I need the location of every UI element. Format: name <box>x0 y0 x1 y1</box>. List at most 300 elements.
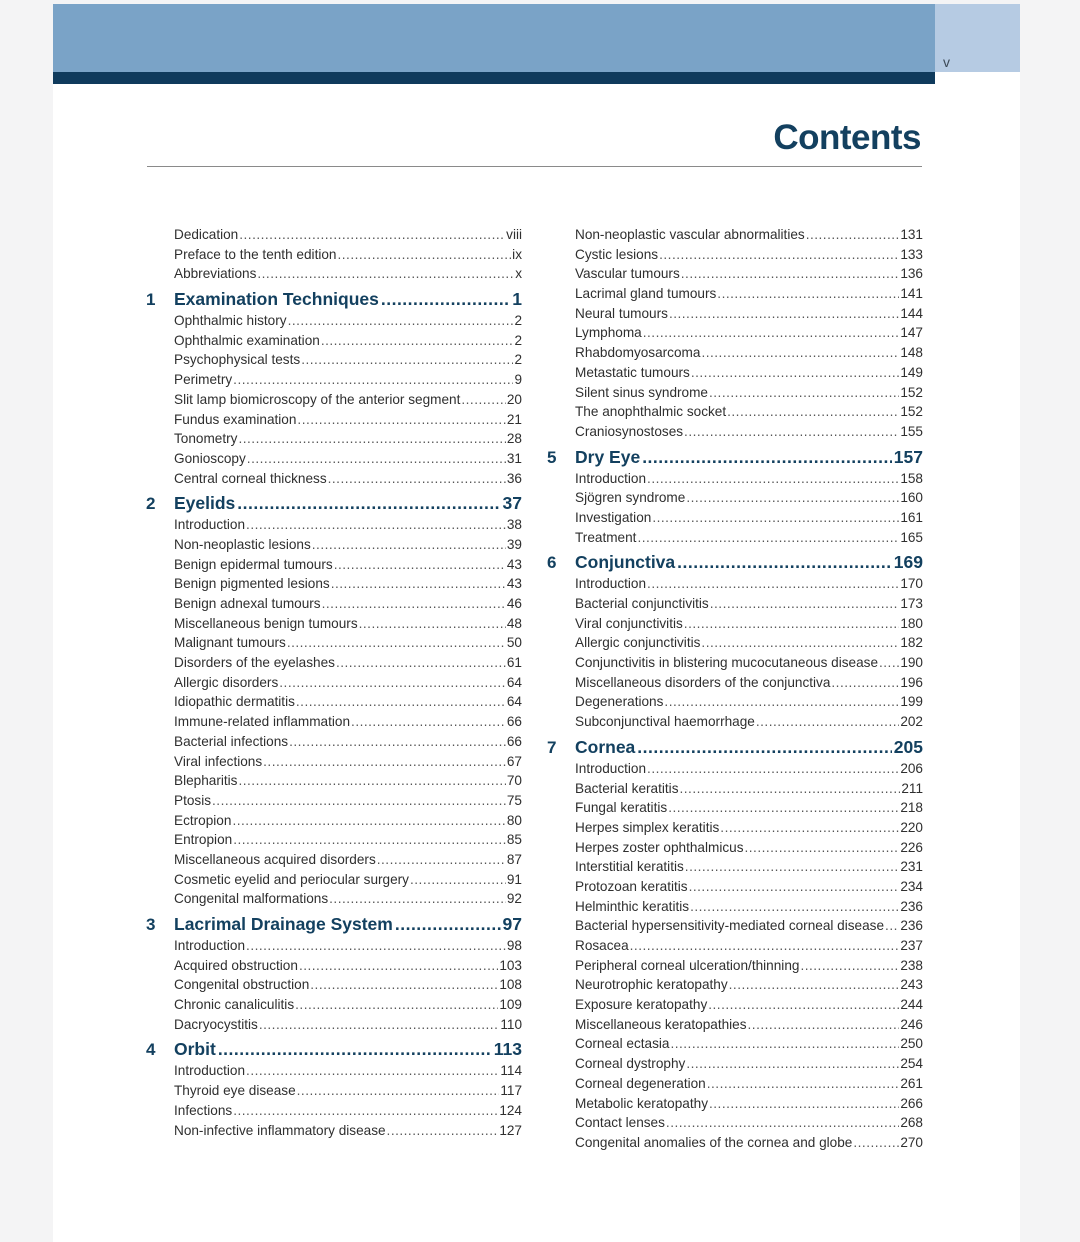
dot-leader <box>710 594 900 614</box>
dot-leader <box>257 264 514 284</box>
dot-leader <box>853 1133 899 1153</box>
page-ref: 246 <box>900 1016 923 1032</box>
page-ref: 85 <box>506 832 522 848</box>
book-page <box>53 4 1020 1242</box>
toc-entry[interactable] <box>146 830 522 850</box>
dot-leader <box>708 995 899 1015</box>
toc-entry[interactable] <box>547 284 923 304</box>
title-divider <box>147 166 922 167</box>
entry-title: Viral infections <box>174 753 263 769</box>
entry-title: Craniosynostoses <box>575 423 684 439</box>
page-ref: 218 <box>900 800 923 816</box>
toc-entry[interactable] <box>547 818 923 838</box>
dot-leader <box>246 1061 499 1081</box>
entry-title: Perimetry <box>174 372 233 388</box>
page-ref: 103 <box>499 957 522 973</box>
toc-entry[interactable] <box>547 712 923 732</box>
entry-title: Corneal ectasia <box>575 1036 670 1052</box>
toc-entry[interactable] <box>547 1034 923 1054</box>
entry-title: Peripheral corneal ulceration/thinning <box>575 957 800 973</box>
dot-leader <box>329 889 506 909</box>
dot-leader <box>685 857 900 877</box>
dot-leader <box>301 350 513 370</box>
toc-entry[interactable] <box>146 936 522 956</box>
toc-entry[interactable] <box>146 995 522 1015</box>
entry-title: Lymphoma <box>575 325 642 341</box>
page-ref: 160 <box>900 490 923 506</box>
entry-title: Abbreviations <box>174 266 257 282</box>
page-ref: 161 <box>900 509 923 525</box>
entry-title: Benign epidermal tumours <box>174 556 333 572</box>
toc-entry[interactable] <box>146 712 522 732</box>
dot-leader <box>720 818 899 838</box>
toc-entry[interactable] <box>146 515 522 535</box>
toc-entry[interactable] <box>547 877 923 897</box>
toc-entry[interactable] <box>146 771 522 791</box>
toc-column-left <box>146 225 522 1140</box>
page-ref: 152 <box>900 384 923 400</box>
dot-leader <box>709 383 899 403</box>
page-ref: 144 <box>900 305 923 321</box>
toc-entry[interactable] <box>146 850 522 870</box>
dot-leader <box>701 343 899 363</box>
toc-entry[interactable] <box>146 535 522 555</box>
page-ref: 226 <box>900 839 923 855</box>
entry-title: Viral conjunctivitis <box>575 615 683 631</box>
page-ref: 39 <box>506 536 522 552</box>
dot-leader <box>381 287 510 311</box>
chapter-title: Eyelids <box>174 493 236 514</box>
dot-leader <box>686 1054 899 1074</box>
page-ref: 117 <box>500 1083 522 1099</box>
toc-entry[interactable] <box>547 323 923 343</box>
entry-title: Cosmetic eyelid and periocular surgery <box>174 871 409 887</box>
toc-entry[interactable] <box>146 1101 522 1121</box>
toc-chapter-heading[interactable] <box>146 287 522 311</box>
page-ref: 91 <box>506 871 522 887</box>
toc-chapter-heading[interactable] <box>547 445 923 469</box>
toc-entry[interactable] <box>146 752 522 772</box>
toc-entry[interactable] <box>146 469 522 489</box>
entry-title: Silent sinus syndrome <box>575 384 708 400</box>
page-title: Contents <box>773 118 921 157</box>
chapter-title: Lacrimal Drainage System <box>174 914 393 934</box>
entry-title: Degenerations <box>575 694 664 710</box>
entry-title: Bacterial infections <box>174 733 289 749</box>
toc-entry[interactable] <box>547 857 923 877</box>
page-ref: 238 <box>900 957 923 973</box>
toc-entry[interactable] <box>146 975 522 995</box>
entry-title: Contact lenses <box>575 1115 665 1131</box>
page-ref: 131 <box>900 227 923 242</box>
dot-leader <box>686 488 899 508</box>
dot-leader <box>233 370 513 390</box>
toc-entry[interactable] <box>146 1121 522 1141</box>
toc-entry[interactable] <box>547 469 923 489</box>
toc-chapter-heading[interactable] <box>146 1037 522 1061</box>
entry-title: Vascular tumours <box>575 266 680 282</box>
chapter-number: 5 <box>547 447 557 467</box>
entry-title: Dedication <box>174 227 239 242</box>
page-ref: 141 <box>900 286 923 302</box>
toc-entry[interactable] <box>547 838 923 858</box>
dot-leader <box>806 225 900 245</box>
toc-entry[interactable] <box>547 1113 923 1133</box>
page-ref: 180 <box>900 615 923 631</box>
dot-leader <box>238 771 505 791</box>
toc-entry[interactable] <box>547 528 923 548</box>
toc-entry[interactable] <box>146 555 522 575</box>
page-ref: 108 <box>499 977 522 993</box>
entry-title: Conjunctivitis in blistering mucocutaneous disease <box>575 655 878 671</box>
page-ref: 147 <box>900 325 923 341</box>
toc-entry[interactable] <box>547 633 923 653</box>
dot-leader <box>321 331 514 351</box>
entry-title: Chronic canaliculitis <box>174 997 295 1013</box>
entry-title: Slit lamp biomicroscopy of the anterior segment <box>174 391 461 407</box>
dot-leader <box>643 323 900 343</box>
toc-entry[interactable] <box>146 390 522 410</box>
page-ref: 270 <box>900 1134 923 1150</box>
entry-title: Psychophysical tests <box>174 352 301 368</box>
toc-chapter-heading[interactable] <box>146 491 522 515</box>
chapter-number: 6 <box>547 553 557 573</box>
page-ref: 61 <box>506 655 522 671</box>
entry-title: Congenital obstruction <box>174 977 310 993</box>
page-ref: 2 <box>514 313 522 329</box>
page-ref: 136 <box>900 266 923 282</box>
entry-title: Bacterial keratitis <box>575 780 679 796</box>
toc-entry[interactable] <box>547 897 923 917</box>
toc-entry[interactable] <box>146 574 522 594</box>
page-ref: 236 <box>900 918 923 934</box>
entry-title: Treatment <box>575 529 637 545</box>
page-ref: 48 <box>506 615 522 631</box>
toc-column-right <box>547 225 923 1153</box>
toc-entry[interactable] <box>547 508 923 528</box>
toc-entry[interactable] <box>146 311 522 331</box>
page-ref: 46 <box>506 596 522 611</box>
entry-title: Acquired obstruction <box>174 957 298 973</box>
toc-entry[interactable] <box>146 870 522 890</box>
toc-entry[interactable] <box>547 363 923 383</box>
entry-title: Lacrimal gland tumours <box>575 286 717 302</box>
page-ref: 113 <box>493 1039 522 1060</box>
dot-leader <box>246 515 506 535</box>
chapter-title: Dry Eye <box>575 446 641 467</box>
dot-leader <box>287 633 506 653</box>
toc-entry[interactable] <box>547 488 923 508</box>
page-ref: 97 <box>502 914 522 934</box>
page-ref: 254 <box>900 1056 923 1072</box>
toc-entry[interactable] <box>146 370 522 390</box>
entry-title: Helminthic keratitis <box>575 898 690 914</box>
entry-title: Blepharitis <box>174 773 238 789</box>
dot-leader <box>351 712 506 732</box>
dot-leader <box>745 838 900 858</box>
page-ref: x <box>515 266 522 282</box>
entry-title: Introduction <box>174 1063 246 1079</box>
entry-title: Malignant tumours <box>174 635 286 651</box>
dot-leader <box>800 956 899 976</box>
toc-entry[interactable] <box>547 975 923 995</box>
toc-entry[interactable] <box>547 798 923 818</box>
dot-leader <box>297 1081 500 1101</box>
page-ref: 67 <box>506 753 522 769</box>
dot-leader <box>233 830 506 850</box>
entry-title: Sjögren syndrome <box>575 490 686 506</box>
page-ref: 75 <box>506 792 522 808</box>
page-ref: 206 <box>900 760 923 776</box>
page-ref: 261 <box>900 1075 923 1091</box>
toc-entry[interactable] <box>146 889 522 909</box>
page-number: v <box>943 54 950 70</box>
toc-entry[interactable] <box>547 574 923 594</box>
dot-leader <box>247 449 506 469</box>
toc-entry[interactable] <box>146 449 522 469</box>
toc-entry[interactable] <box>146 1015 522 1035</box>
page-ref: 268 <box>900 1115 923 1131</box>
chapter-title: Examination Techniques <box>174 289 379 310</box>
page-ref: 109 <box>499 997 522 1013</box>
dot-leader <box>334 555 506 575</box>
page-ref: 158 <box>900 470 923 486</box>
page-ref: 50 <box>506 635 522 651</box>
page-ref: 21 <box>506 411 522 427</box>
toc-entry[interactable] <box>547 653 923 673</box>
entry-title: Miscellaneous keratopathies <box>575 1016 747 1032</box>
dot-leader <box>299 956 498 976</box>
toc-entry[interactable] <box>146 791 522 811</box>
page-ref: 220 <box>900 819 923 835</box>
dot-leader <box>689 877 900 897</box>
toc-entry[interactable] <box>547 759 923 779</box>
toc-entry[interactable] <box>146 594 522 614</box>
page-ref: 165 <box>900 529 923 545</box>
dot-leader <box>727 402 899 422</box>
toc-entry[interactable] <box>547 956 923 976</box>
page-ref: 110 <box>500 1016 522 1032</box>
dot-leader <box>748 1015 900 1035</box>
entry-title: Ptosis <box>174 792 212 808</box>
dot-leader <box>337 245 511 265</box>
toc-entry[interactable] <box>547 594 923 614</box>
dot-leader <box>652 508 899 528</box>
page-ref: 157 <box>893 446 923 467</box>
page-ref: 1 <box>512 289 522 310</box>
dot-leader <box>647 759 899 779</box>
chapter-number: 7 <box>547 737 557 757</box>
entry-title: Ophthalmic history <box>174 313 287 329</box>
page-ref: 243 <box>900 977 923 993</box>
dot-leader <box>328 469 506 489</box>
toc-chapter-heading[interactable] <box>547 735 923 759</box>
toc-entry[interactable] <box>146 692 522 712</box>
chapter-title: Orbit <box>174 1039 216 1060</box>
toc-entry[interactable] <box>146 1081 522 1101</box>
page-ref: 80 <box>506 812 522 828</box>
dot-leader <box>637 735 892 759</box>
entry-title: Infections <box>174 1102 233 1118</box>
dot-leader <box>297 410 505 430</box>
toc-entry[interactable] <box>146 732 522 752</box>
entry-title: Congenital malformations <box>174 891 329 907</box>
page-ref: 196 <box>900 674 923 690</box>
toc-entry[interactable] <box>547 916 923 936</box>
entry-title: Idiopathic dermatitis <box>174 694 295 710</box>
entry-title: Metabolic keratopathy <box>575 1095 708 1111</box>
page-ref: 20 <box>506 391 522 407</box>
toc-entry[interactable] <box>547 1094 923 1114</box>
toc-entry[interactable] <box>547 673 923 693</box>
toc-entry[interactable] <box>146 350 522 370</box>
entry-title: Introduction <box>575 760 647 776</box>
page-ref: 182 <box>900 635 923 651</box>
page-ref: 37 <box>502 493 522 514</box>
page-ref: 169 <box>893 552 923 573</box>
page-ref: 231 <box>900 859 923 875</box>
toc-entry[interactable] <box>547 245 923 265</box>
page-ref: 148 <box>900 345 923 361</box>
entry-title: Introduction <box>174 938 246 953</box>
entry-title: Cystic lesions <box>575 246 659 262</box>
toc-entry[interactable] <box>547 264 923 284</box>
dot-leader <box>717 284 899 304</box>
dot-leader <box>395 912 501 936</box>
page-ref: 236 <box>900 898 923 914</box>
toc-entry[interactable] <box>547 343 923 363</box>
toc-entry[interactable] <box>547 614 923 634</box>
toc-entry[interactable] <box>146 429 522 449</box>
dot-leader <box>246 936 506 956</box>
page-ref: 199 <box>900 694 923 710</box>
toc-entry[interactable] <box>146 225 522 245</box>
entry-title: Exposure keratopathy <box>575 997 708 1013</box>
dot-leader <box>684 422 899 442</box>
dot-leader <box>218 1037 492 1061</box>
dot-leader <box>642 445 892 469</box>
page-ref: 64 <box>506 694 522 710</box>
dot-leader <box>670 1034 899 1054</box>
toc-entry[interactable] <box>146 410 522 430</box>
entry-title: Corneal dystrophy <box>575 1056 686 1072</box>
page-ref: 127 <box>499 1122 522 1138</box>
toc-entry[interactable] <box>547 1074 923 1094</box>
toc-entry[interactable] <box>547 779 923 799</box>
entry-title: Non-neoplastic lesions <box>174 536 311 552</box>
page-ref: 98 <box>506 938 522 953</box>
entry-title: Immune-related inflammation <box>174 714 351 730</box>
entry-title: Bacterial conjunctivitis <box>575 596 709 611</box>
toc-entry[interactable] <box>146 653 522 673</box>
entry-title: Subconjunctival haemorrhage <box>575 714 755 730</box>
toc-entry[interactable] <box>146 614 522 634</box>
entry-title: Non-infective inflammatory disease <box>174 1122 386 1138</box>
toc-entry[interactable] <box>146 264 522 284</box>
page-ref: 124 <box>499 1102 522 1118</box>
entry-title: Miscellaneous benign tumours <box>174 615 358 631</box>
page-ref: 64 <box>506 674 522 690</box>
dot-leader <box>637 528 899 548</box>
toc-chapter-heading[interactable] <box>146 912 522 936</box>
toc-entry[interactable] <box>547 422 923 442</box>
entry-title: Miscellaneous disorders of the conjunctiva <box>575 674 831 690</box>
entry-title: Allergic conjunctivitis <box>575 635 701 651</box>
dot-leader <box>336 653 506 673</box>
dot-leader <box>707 1074 900 1094</box>
entry-title: Tonometry <box>174 431 238 447</box>
dot-leader <box>756 712 899 732</box>
dot-leader <box>295 995 498 1015</box>
toc-entry[interactable] <box>547 225 923 245</box>
entry-title: Allergic disorders <box>174 674 279 690</box>
toc-entry[interactable] <box>547 995 923 1015</box>
entry-title: Introduction <box>575 576 647 592</box>
page-ref: 43 <box>506 556 522 572</box>
page-ref: 87 <box>506 851 522 867</box>
dot-leader <box>680 779 901 799</box>
toc-entry[interactable] <box>547 383 923 403</box>
toc-entry[interactable] <box>146 1061 522 1081</box>
entry-title: The anophthalmic socket <box>575 404 727 420</box>
toc-entry[interactable] <box>146 331 522 351</box>
entry-title: Neurotrophic keratopathy <box>575 977 728 993</box>
toc-entry[interactable] <box>547 402 923 422</box>
page-ref: 2 <box>514 352 522 368</box>
page-ref: 234 <box>900 878 923 894</box>
dot-leader <box>677 550 892 574</box>
toc-entry[interactable] <box>547 1133 923 1153</box>
entry-title: Protozoan keratitis <box>575 878 688 894</box>
toc-entry[interactable] <box>146 956 522 976</box>
entry-title: Non-neoplastic vascular abnormalities <box>575 227 805 242</box>
entry-title: Benign pigmented lesions <box>174 576 330 592</box>
toc-entry[interactable] <box>146 811 522 831</box>
page-ref: 70 <box>506 773 522 789</box>
toc-entry[interactable] <box>146 673 522 693</box>
toc-entry[interactable] <box>146 633 522 653</box>
dot-leader <box>312 535 506 555</box>
dot-leader <box>647 469 899 489</box>
dot-leader <box>296 692 506 712</box>
chapter-number: 2 <box>146 494 156 514</box>
dot-leader <box>289 732 506 752</box>
toc-entry[interactable] <box>547 1054 923 1074</box>
dot-leader <box>690 897 899 917</box>
toc-chapter-heading[interactable] <box>547 550 923 574</box>
toc-entry[interactable] <box>547 692 923 712</box>
page-ref: 2 <box>514 332 522 348</box>
dot-leader <box>387 1121 499 1141</box>
toc-entry[interactable] <box>547 1015 923 1035</box>
page-ref: 173 <box>900 596 923 611</box>
entry-title: Rhabdomyosarcoma <box>575 345 701 361</box>
page-ref: 237 <box>900 938 923 953</box>
entry-title: Interstitial keratitis <box>575 859 684 875</box>
header-band <box>53 4 935 72</box>
page-ref: 152 <box>900 404 923 420</box>
page-ref: 114 <box>500 1063 522 1079</box>
toc-entry[interactable] <box>146 245 522 265</box>
entry-title: Neural tumours <box>575 305 668 321</box>
toc-entry[interactable] <box>547 304 923 324</box>
chapter-title: Cornea <box>575 736 636 757</box>
entry-title: Preface to the tenth edition <box>174 246 337 262</box>
toc-entry[interactable] <box>547 936 923 956</box>
page-ref: 244 <box>900 997 923 1013</box>
chapter-number: 3 <box>146 915 156 934</box>
dot-leader <box>377 850 506 870</box>
